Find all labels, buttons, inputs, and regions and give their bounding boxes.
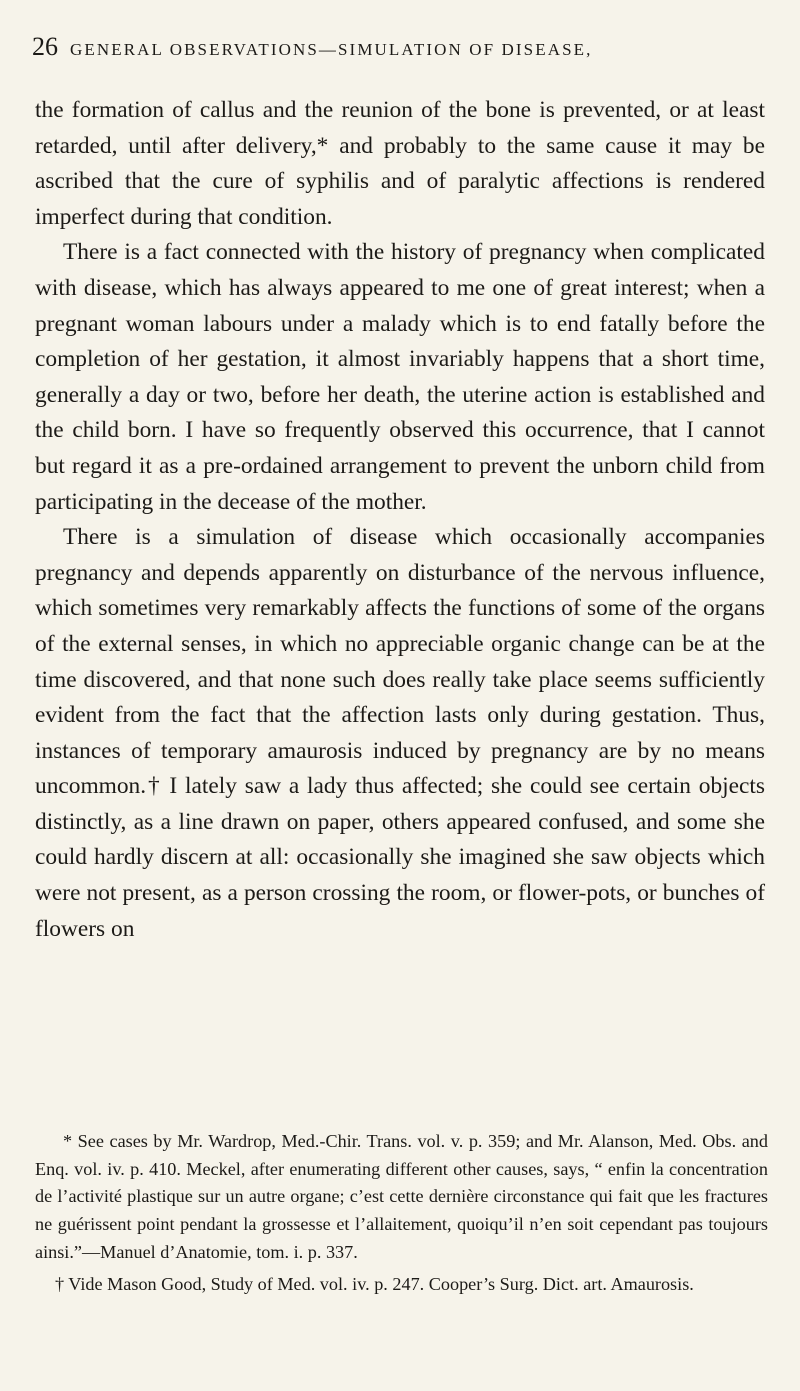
running-title: GENERAL OBSERVATIONS—SIMULATION OF DISEASE, [70, 40, 593, 59]
footnote-asterisk: * See cases by Mr. Wardrop, Med.-Chir. Trans. vol. v. p. 359; and Mr. Alanson, Med. Obs. and Enq. vol. iv. p. 410. Meckel, after enumerating different other causes, says, “ enfin la concentration de l’activité plastique sur un autre organe; c’est cette dernière circonstance qui fait que les fractures ne guérissent point pendant la grossesse et l’allaitement, quoiqu’il n’en soit cependant pas toujours ainsi.”—Manuel d’Anatomie, tom. i. p. 337. [35, 1131, 768, 1262]
page-number: 26 [32, 32, 58, 61]
footnotes [35, 1128, 768, 1298]
paragraph-continued: the formation of callus and the reunion of the bone is prevented, or at least retarded, until after delivery,* and probably to the same cause it may be ascribed that the cure of syphilis and of paralytic affections is rendered imperfect during that condition. [35, 97, 765, 230]
running-header [32, 32, 772, 62]
body-text [35, 93, 765, 947]
footnote-dagger: † Vide Mason Good, Study of Med. vol. iv. p. 247. Cooper’s Surg. Dict. art. Amaurosis. [55, 1273, 694, 1294]
paragraph-simulation: There is a simulation of disease which occasionally accompanies pregnancy and depends apparently on disturbance of the nervous influence, which sometimes very remarkably affects the functions of some of the organs of the external senses, in which no appreciable organic change can be at the time discovered, and that none such does really take place seems sufficiently evident from the fact that the affection lasts only during gestation. Thus, instances of temporary amaurosis induced by pregnancy are by no means uncommon.† I lately saw a lady thus affected; she could see certain objects distinctly, as a line drawn on paper, others appeared confused, and some she could hardly discern at all: occasionally she imagined she saw objects which were not present, as a person crossing the room, or flower-pots, or bunches of flowers on [35, 524, 765, 942]
paragraph-pregnancy-fact: There is a fact connected with the history of pregnancy when complicated with disease, which has always appeared to me one of great interest; when a pregnant woman labours under a malady which is to end fatally before the completion of her gestation, it almost invariably happens that a short time, generally a day or two, before her death, the uterine action is established and the child born. I have so frequently observed this occurrence, that I cannot but regard it as a pre-ordained arrangement to prevent the unborn child from participating in the decease of the mother. [35, 239, 765, 515]
